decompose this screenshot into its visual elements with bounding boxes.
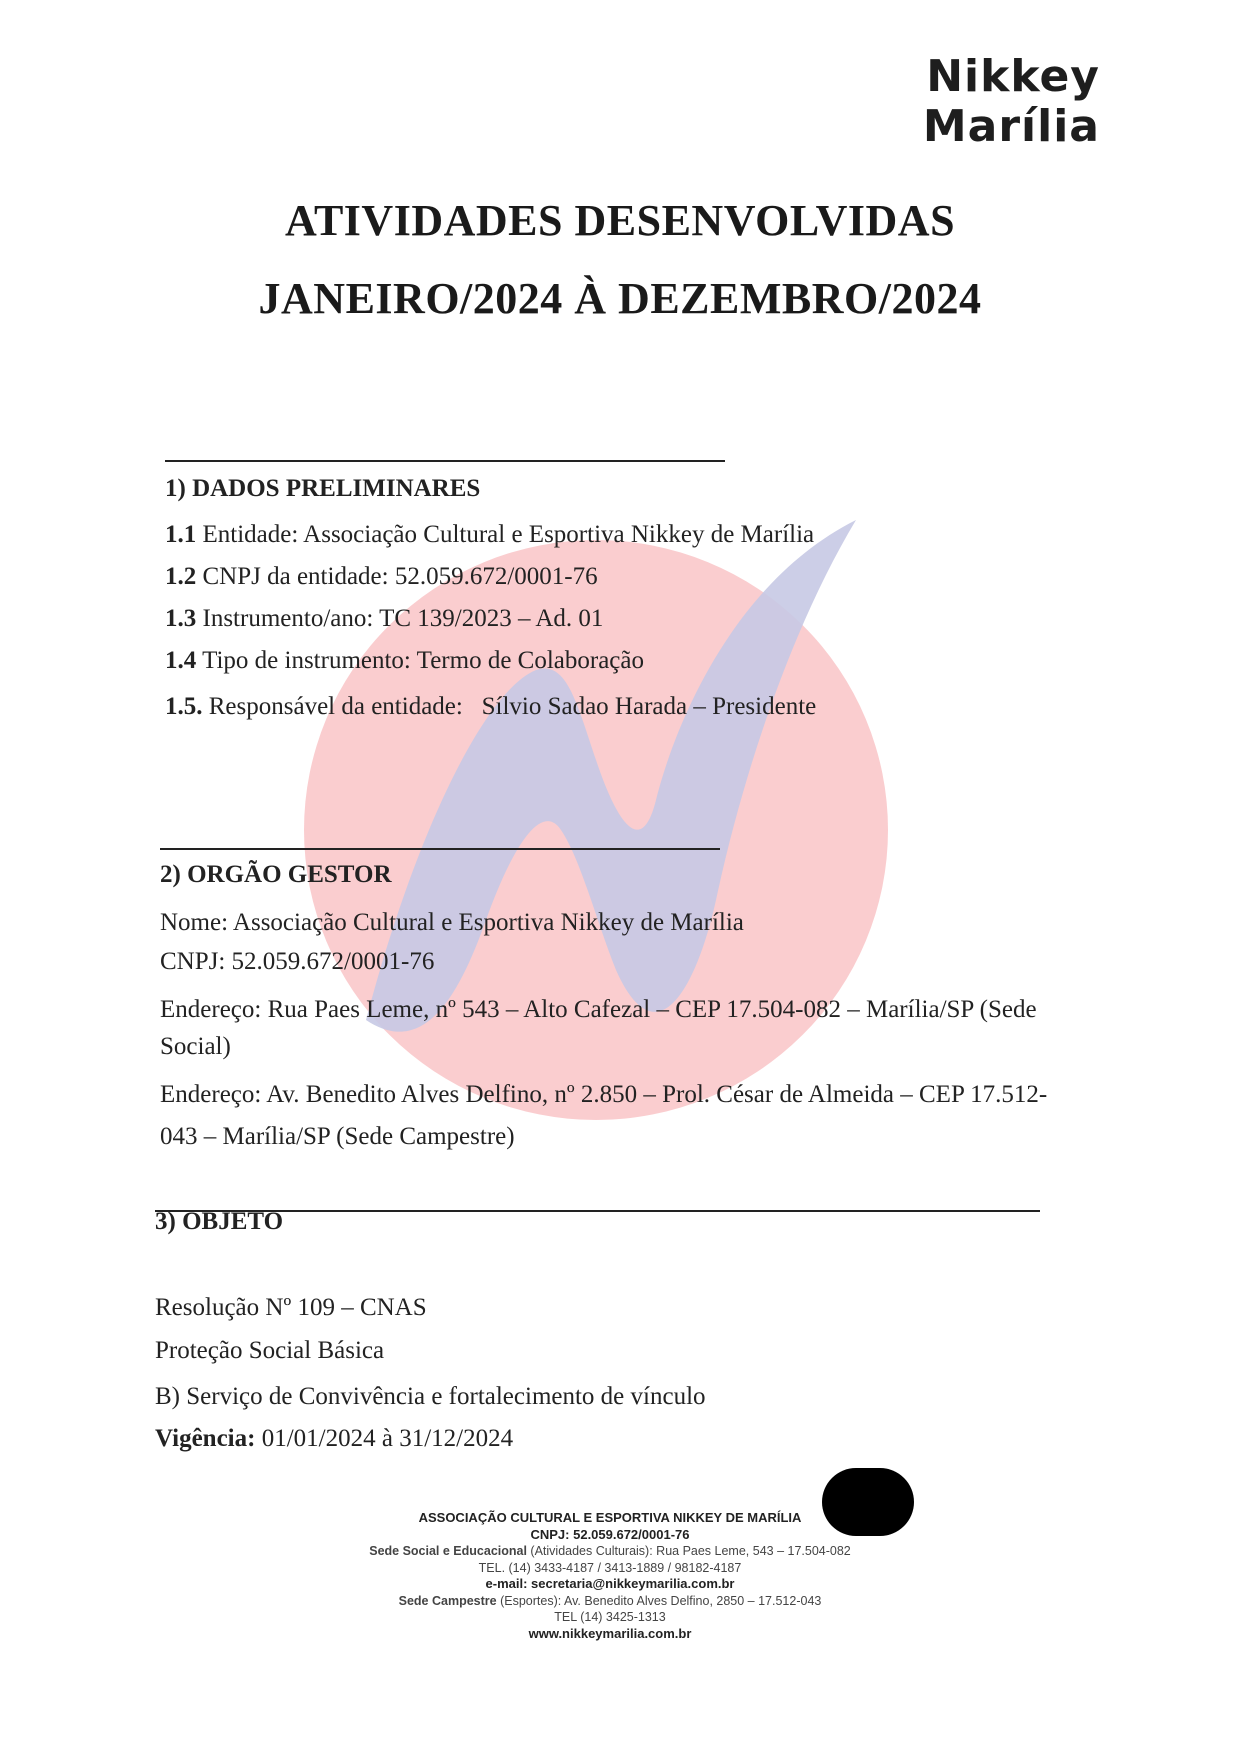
item-text: Entidade: Associação Cultural e Esportiva Nikkey de Marília xyxy=(202,521,815,548)
section-2-cnpj: CNPJ: 52.059.672/0001-76 xyxy=(160,948,435,975)
item-text: Responsável da entidade: Sílvio Sadao Harada – Presidente xyxy=(208,693,817,720)
footer-sede-social xyxy=(280,1543,940,1560)
item-text: Tipo de instrumento: Termo de Colaboração xyxy=(202,647,644,674)
section-2-heading: 2) ORGÃO GESTOR xyxy=(160,861,392,888)
section-3-rule xyxy=(155,1210,1040,1212)
nikkey-marilia-logo xyxy=(820,52,1100,152)
item-text: CNPJ da entidade: 52.059.672/0001-76 xyxy=(202,563,598,590)
item-number: 1.5. xyxy=(165,693,203,720)
logo-line-2: Marília xyxy=(922,101,1100,152)
footer-sede-social-text: (Atividades Culturais): Rua Paes Leme, 543 – 17.504-082 xyxy=(530,1544,851,1558)
section-2-nome: Nome: Associação Cultural e Esportiva Nikkey de Marília xyxy=(160,909,744,936)
footer-sede-campestre-text: (Esportes): Av. Benedito Alves Delfino, 2850 – 17.512-043 xyxy=(500,1593,822,1608)
redaction-mark xyxy=(822,1468,914,1536)
footer-cnpj: CNPJ: 52.059.672/0001-76 xyxy=(530,1526,690,1542)
section-3-heading: 3) OBJETO xyxy=(155,1208,284,1235)
logo-line-1: Nikkey xyxy=(926,51,1100,102)
item-text: Instrumento/ano: TC 139/2023 – Ad. 01 xyxy=(202,605,604,632)
objeto-resolucao: Resolução Nº 109 – CNAS xyxy=(155,1294,427,1321)
document-title-line-2: JANEIRO/2024 À DEZEMBRO/2024 xyxy=(258,274,982,323)
section-1-item-2 xyxy=(165,562,598,592)
footer-sede-campestre xyxy=(280,1593,940,1610)
footer-tel-2: TEL (14) 3425-1313 xyxy=(554,1610,666,1624)
vigencia-label: Vigência: xyxy=(155,1425,256,1452)
section-1-rule xyxy=(165,460,725,462)
watermark-logo xyxy=(296,500,916,1140)
footer-email: e-mail: secretaria@nikkeymarilia.com.br xyxy=(485,1576,735,1591)
section-1-item-5 xyxy=(165,692,816,722)
section-2-endereco-2b: 043 – Marília/SP (Sede Campestre) xyxy=(160,1123,515,1150)
footer-org-name: ASSOCIAÇÃO CULTURAL E ESPORTIVA NIKKEY DE MARÍLIA xyxy=(418,1510,802,1525)
footer-sede-social-label: Sede Social e Educacional xyxy=(369,1544,527,1558)
section-1-item-3 xyxy=(165,604,603,634)
section-1-heading: 1) DADOS PRELIMINARES xyxy=(165,475,481,502)
footer-tel-1: TEL. (14) 3433-4187 / 3413-1889 / 98182-4187 xyxy=(478,1560,742,1575)
objeto-servico: B) Serviço de Convivência e fortalecimento de vínculo xyxy=(155,1383,706,1410)
section-2-endereco-1b: Social) xyxy=(160,1033,231,1060)
item-number: 1.4 xyxy=(165,647,197,674)
item-number: 1.2 xyxy=(165,563,197,590)
objeto-protecao: Proteção Social Básica xyxy=(155,1337,385,1364)
section-2-endereco-2a: Endereço: Av. Benedito Alves Delfino, nº 2.850 – Prol. César de Almeida – CEP 17.512- xyxy=(160,1081,1048,1108)
section-1-item-4 xyxy=(165,646,644,676)
footer-sede-campestre-label: Sede Campestre xyxy=(398,1593,497,1608)
document-title-line-1: ATIVIDADES DESENVOLVIDAS xyxy=(284,196,956,245)
objeto-vigencia xyxy=(155,1424,513,1454)
section-2-rule xyxy=(160,848,720,850)
vigencia-value: 01/01/2024 à 31/12/2024 xyxy=(261,1425,514,1452)
item-number: 1.3 xyxy=(165,605,197,632)
section-2-endereco-1a: Endereço: Rua Paes Leme, nº 543 – Alto Cafezal – CEP 17.504-082 – Marília/SP (Sede xyxy=(160,996,1037,1023)
item-number: 1.1 xyxy=(165,521,197,548)
section-1-item-1 xyxy=(165,520,814,550)
footer-website: www.nikkeymarilia.com.br xyxy=(528,1625,692,1641)
